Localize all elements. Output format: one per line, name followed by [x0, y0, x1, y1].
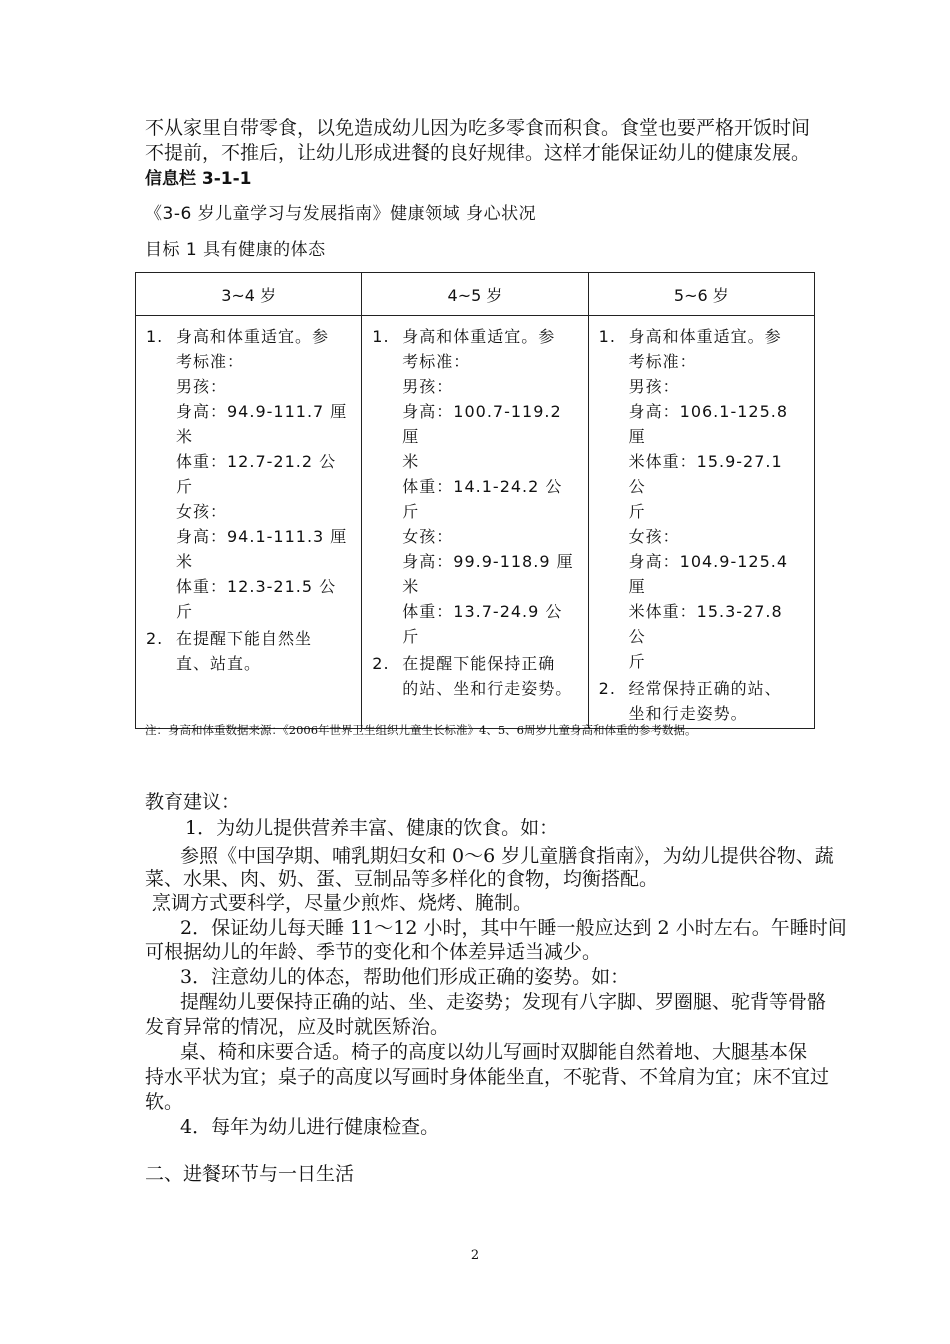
advice-3-title: 3．注意幼儿的体态，帮助他们形成正确的姿势。如： — [180, 966, 630, 988]
data-source-note: 注：身高和体重数据来源：《2006年世界卫生组织儿童生长标准》4、5、6周岁儿童身高和体重的参考数据。 — [145, 723, 697, 737]
advice-3-line-2: 发育异常的情况，应及时就医矫治。 — [145, 1016, 450, 1038]
list-item: 1. 身高和体重适宜。参 考标准： 男孩： 身高：94.9-111.7 厘 米 体重：12.7-21.2 公斤 女孩： 身高：94.1-111.3 厘 米 体重：12.3-21.5 公斤 — [146, 327, 348, 621]
advice-4: 4．每年为幼儿进行健康检查。 — [180, 1116, 440, 1138]
advice-1-cooking: 烹调方式要科学，尽量少煎炸、烧烤、腌制。 — [152, 892, 533, 914]
list-item: 1. 身高和体重适宜。参 考标准： 男孩： 身高：100.7-119.2 厘 米 体重：14.1-24.2 公斤 女孩： 身高：99.9-118.9 厘 米 体重：13.7-24.9 公斤 — [372, 327, 574, 646]
goal-title: 目标 1 具有健康的体态 — [145, 240, 326, 260]
list-item: 2. 在提醒下能自然坐 直、站直。 — [146, 629, 313, 673]
list-item: 2. 经常保持正确的站、 坐和行走姿势。 — [598, 679, 782, 723]
page-number: 2 — [470, 1248, 480, 1263]
advice-2-line-2: 可根据幼儿的年龄、季节的变化和个体差异适当减少。 — [145, 941, 602, 963]
info-box-heading: 信息栏 3-1-1 — [145, 169, 252, 189]
intro-line-2: 不提前，不推后，让幼儿形成进餐的良好规律。这样才能保证幼儿的健康发展。 — [145, 142, 811, 164]
advice-1-body-line-2: 菜、水果、肉、奶、蛋、豆制品等多样化的食物，均衡搭配。 — [145, 868, 659, 890]
column-header: 3~4 岁 — [136, 273, 362, 316]
column-header: 4~5 岁 — [362, 273, 588, 316]
advice-1-title: 1．为幼儿提供营养丰富、健康的饮食。如： — [185, 817, 559, 839]
list-item: 1. 身高和体重适宜。参 考标准： 男孩： 身高：106.1-125.8 厘 米体重：15.9-27.1 公 斤 女孩： 身高：104.9-125.4 厘 米体重：15.3-27.8 公 斤 — [598, 327, 789, 671]
advice-3-furniture-line-3: 软。 — [145, 1091, 184, 1113]
advice-3-line-1: 提醒幼儿要保持正确的站、坐、走姿势；发现有八字脚、罗圈腿、驼背等骨骼 — [180, 991, 827, 1013]
advice-1-body-line-1: 参照《中国孕期、哺乳期妇女和 0～6 岁儿童膳食指南》，为幼儿提供谷物、蔬 — [180, 845, 834, 867]
section-heading: 二、进餐环节与一日生活 — [145, 1163, 355, 1185]
guide-title: 《3-6 岁儿童学习与发展指南》健康领域 身心状况 — [145, 204, 537, 224]
table-cell-age-5-6 — [588, 316, 814, 729]
list-item: 2. 在提醒下能保持正确 的站、坐和行走姿势。 — [372, 654, 573, 698]
table-row — [136, 316, 815, 729]
table-cell-age-3-4 — [136, 316, 362, 729]
advice-2-line-1: 2．保证幼儿每天睡 11～12 小时，其中午睡一般应达到 2 小时左右。午睡时间 — [180, 917, 847, 939]
advice-heading: 教育建议： — [145, 791, 241, 813]
growth-standards-table — [135, 272, 815, 729]
table-header-row — [136, 273, 815, 316]
column-header: 5~6 岁 — [588, 273, 814, 316]
advice-3-furniture-line-1: 桌、椅和床要合适。椅子的高度以幼儿写画时双脚能自然着地、大腿基本保 — [180, 1041, 808, 1063]
advice-3-furniture-line-2: 持水平状为宜；桌子的高度以写画时身体能坐直，不驼背、不耸肩为宜；床不宜过 — [145, 1066, 830, 1088]
table-cell-age-4-5 — [362, 316, 588, 729]
intro-line-1: 不从家里自带零食，以免造成幼儿因为吃多零食而积食。食堂也要严格开饭时间 — [145, 117, 811, 139]
